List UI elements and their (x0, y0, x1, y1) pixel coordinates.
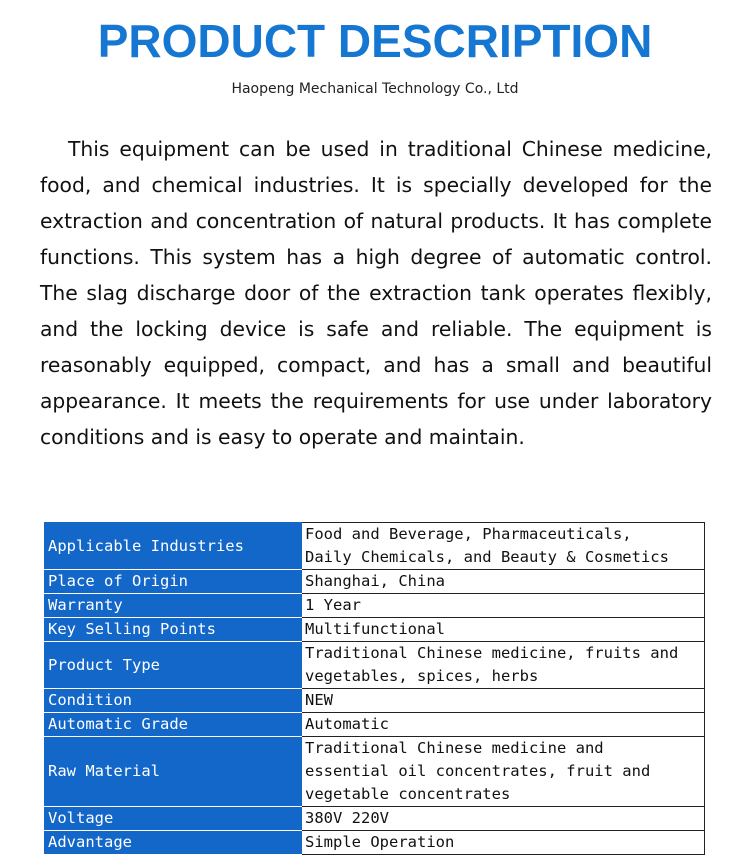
company-name: Haopeng Mechanical Technology Co., Ltd (231, 81, 519, 97)
spec-value (302, 523, 705, 570)
spec-value-line: Traditional Chinese medicine, fruits and (305, 644, 679, 662)
spec-key: Automatic Grade (45, 713, 302, 737)
spec-table (44, 522, 705, 855)
spec-key: Key Selling Points (45, 618, 302, 642)
spec-key: Product Type (45, 642, 302, 689)
spec-row-product-type (45, 642, 705, 689)
spec-value (302, 807, 705, 831)
spec-value (302, 713, 705, 737)
spec-value-line: vegetables, spices, herbs (305, 667, 539, 685)
spec-key: Condition (45, 689, 302, 713)
spec-row-applicable-industries (45, 523, 705, 570)
spec-value-line: Food and Beverage, Pharmaceuticals, (305, 525, 632, 543)
spec-row-key-selling-points (45, 618, 705, 642)
spec-key: Applicable Industries (45, 523, 302, 570)
spec-key: Advantage (45, 831, 302, 855)
spec-key: Place of Origin (45, 570, 302, 594)
spec-key: Voltage (45, 807, 302, 831)
spec-value-line: vegetable concentrates (305, 785, 511, 803)
spec-value (302, 689, 705, 713)
spec-value-line: Daily Chemicals, and Beauty & Cosmetics (305, 548, 669, 566)
spec-row-advantage (45, 831, 705, 855)
spec-value-line: Shanghai, China (305, 572, 445, 590)
spec-key: Raw Material (45, 737, 302, 807)
spec-value-line: 380V 220V (305, 809, 389, 827)
spec-value (302, 831, 705, 855)
spec-value (302, 642, 705, 689)
spec-value (302, 737, 705, 807)
spec-value (302, 618, 705, 642)
spec-value-line: NEW (305, 691, 333, 709)
spec-value (302, 570, 705, 594)
spec-value-line: 1 Year (305, 596, 361, 614)
spec-value-line: Automatic (305, 715, 389, 733)
spec-row-voltage (45, 807, 705, 831)
spec-value-line: Simple Operation (305, 833, 455, 851)
spec-row-condition (45, 689, 705, 713)
spec-value-line: Traditional Chinese medicine and (305, 739, 604, 757)
spec-row-raw-material (45, 737, 705, 807)
spec-value-line: essential oil concentrates, fruit and (305, 762, 651, 780)
product-description: This equipment can be used in traditional Chinese medicine, food, and chemical industries. It is specially developed for the extraction and concentration of natural products. It has complete functions. This system has a high degree of automatic control. The slag discharge door of the extraction tank operates flexibly, and the locking device is safe and reliable. The equipment is reasonably equipped, compact, and has a small and beautiful appearance. It meets the requirements for use under laboratory conditions and is easy to operate and maintain. (40, 137, 712, 449)
page-title: PRODUCT DESCRIPTION (97, 15, 653, 67)
spec-row-warranty (45, 594, 705, 618)
spec-value-line: Multifunctional (305, 620, 445, 638)
spec-row-automatic-grade (45, 713, 705, 737)
spec-key: Warranty (45, 594, 302, 618)
spec-row-place-of-origin (45, 570, 705, 594)
spec-value (302, 594, 705, 618)
